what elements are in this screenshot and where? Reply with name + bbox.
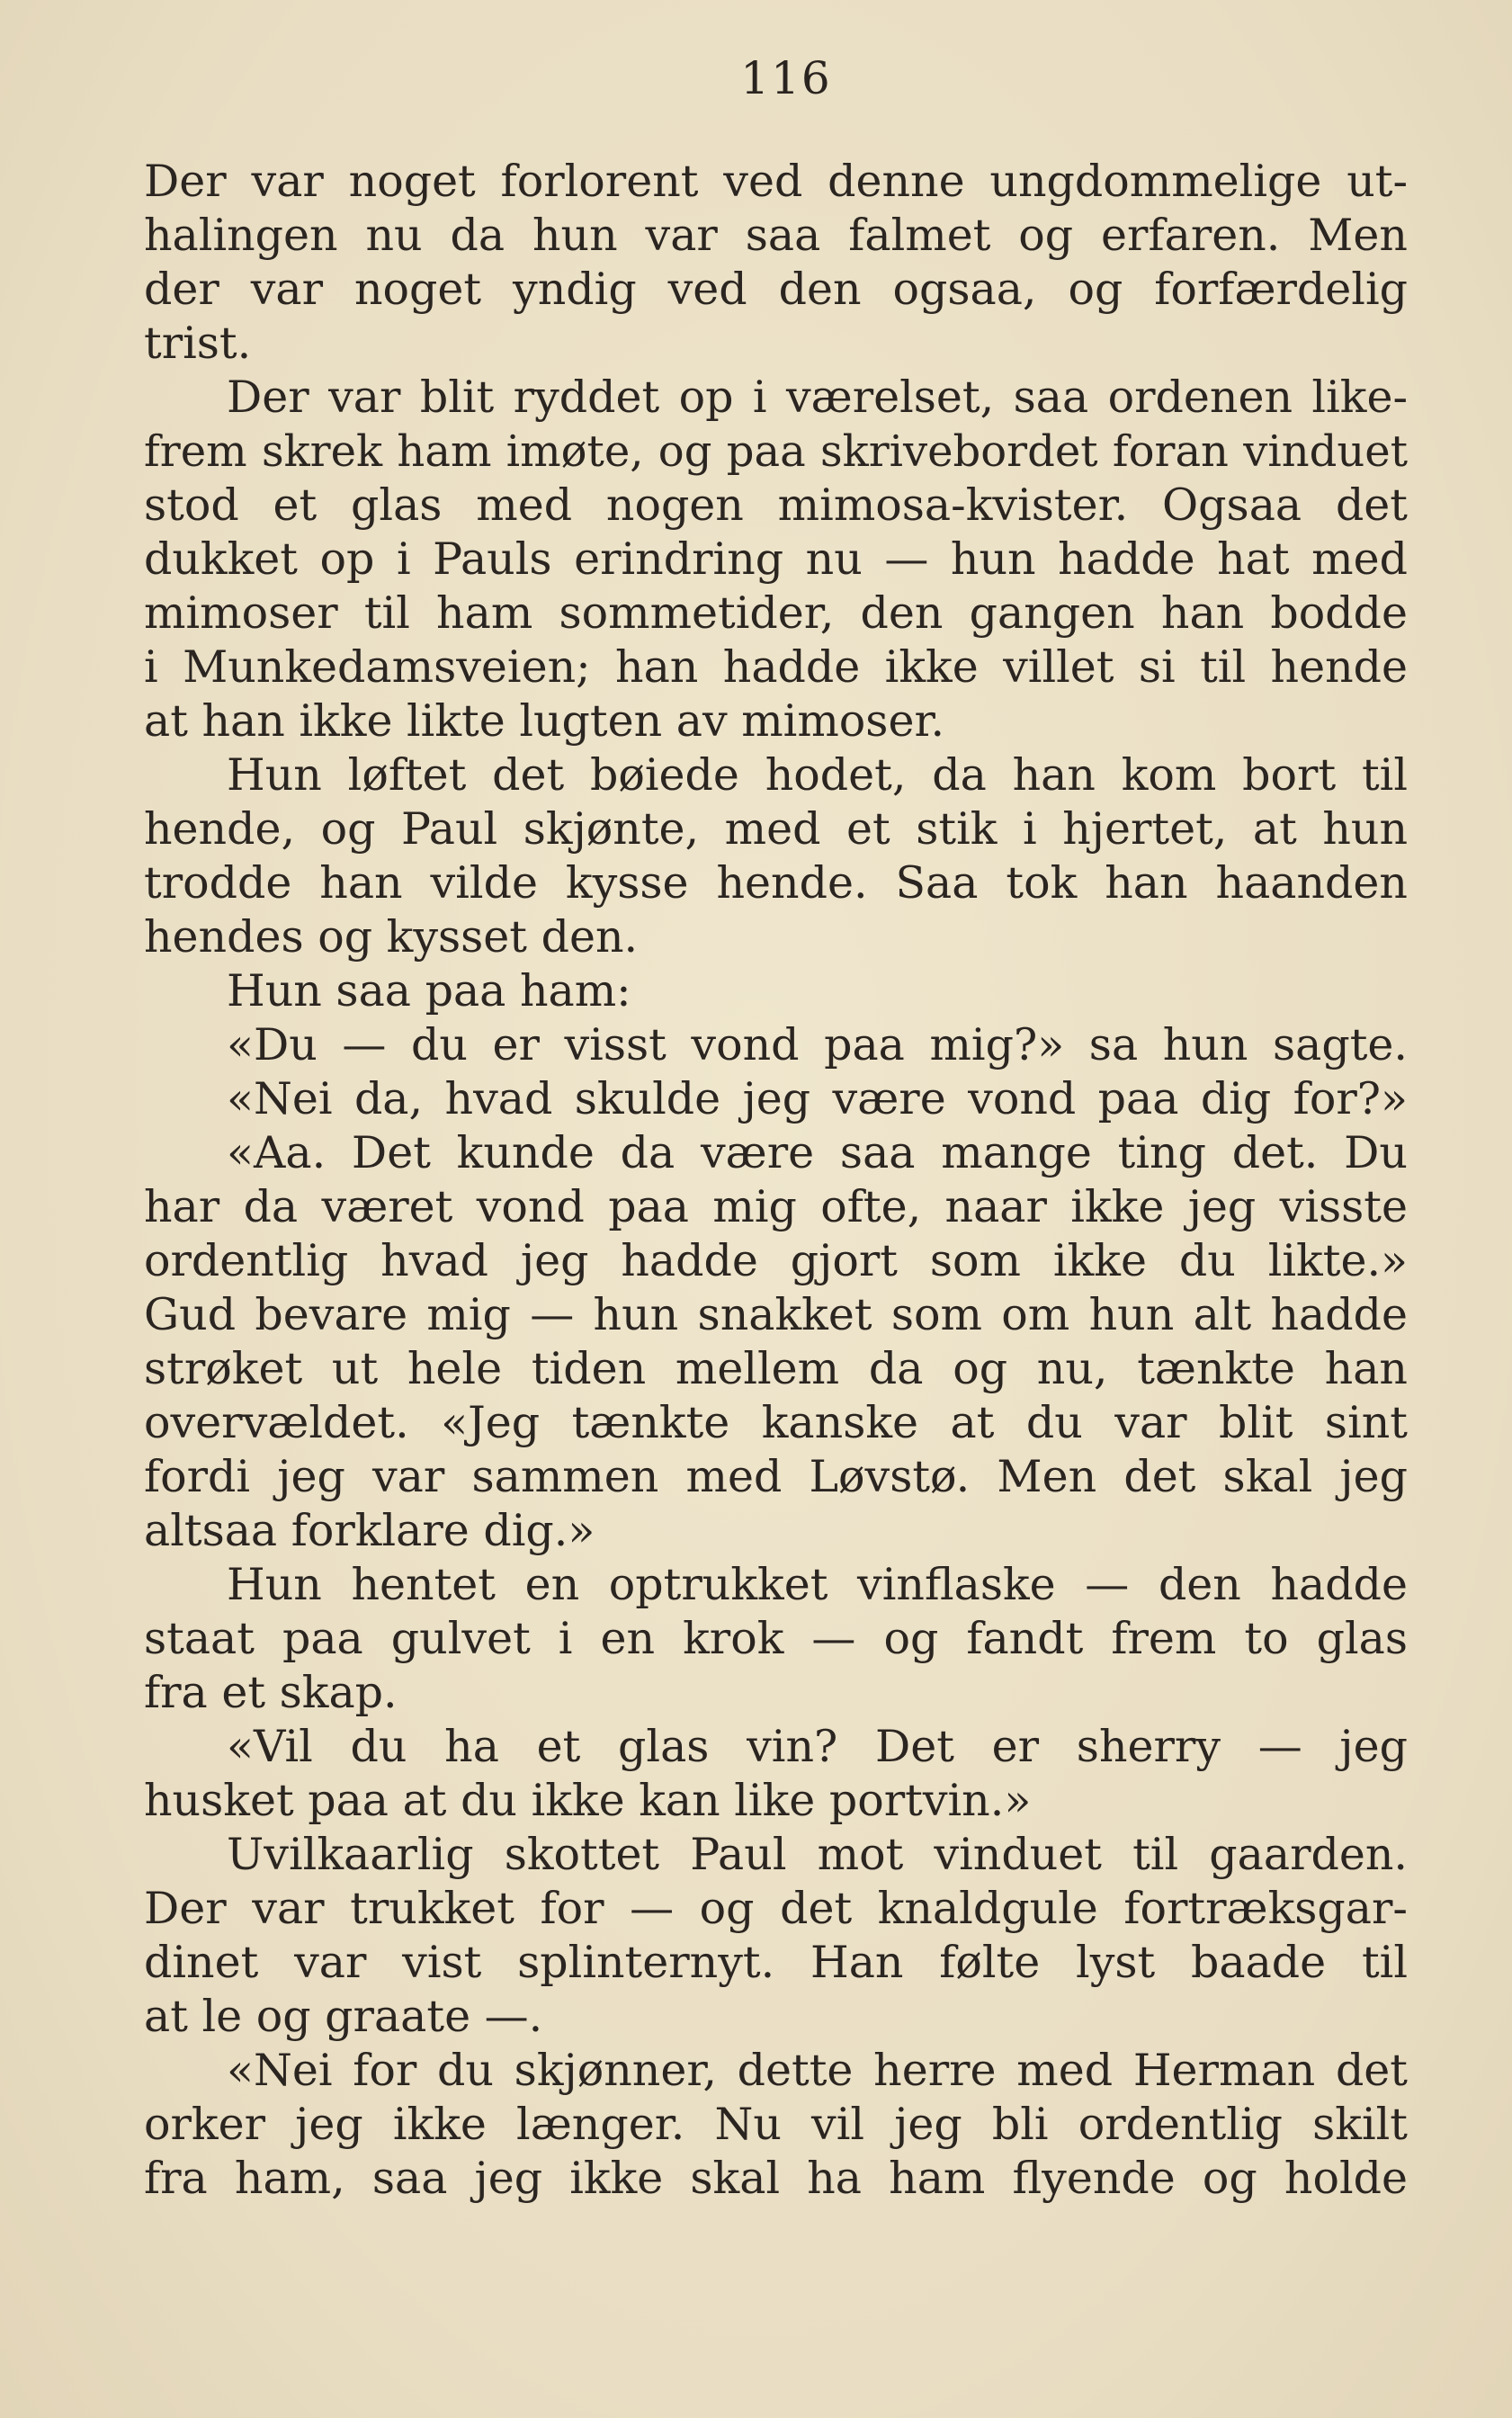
text-line: «Nei for du skjønner, dette herre med Herman det <box>227 2045 1408 2096</box>
body-text <box>144 155 1408 2206</box>
text-line: fordi jeg var sammen med Løvstø. Men det skal jeg <box>144 1451 1408 1502</box>
text-line: staat paa gulvet i en krok — og fandt frem to glas <box>144 1613 1408 1664</box>
text-line: «Vil du ha et glas vin? Det er sherry — jeg <box>227 1721 1408 1772</box>
text-line: strøket ut hele tiden mellem da og nu, tænkte han <box>144 1343 1408 1394</box>
text-line: i Munkedamsveien; han hadde ikke villet si til hende <box>144 641 1408 693</box>
text-line: Gud bevare mig — hun snakket som om hun alt hadde <box>144 1289 1408 1340</box>
text-line: at han ikke likte lugten av mimoser. <box>144 695 945 747</box>
text-line: dinet var vist splinternyt. Han følte lyst baade til <box>144 1937 1408 1988</box>
text-line: dukket op i Pauls erindring nu — hun hadde hat med <box>144 533 1408 585</box>
text-line: hendes og kysset den. <box>144 911 639 963</box>
text-line: orker jeg ikke længer. Nu vil jeg bli ordentlig skilt <box>144 2099 1408 2150</box>
text-line: Uvilkaarlig skottet Paul mot vinduet til gaarden. <box>227 1829 1408 1880</box>
text-line: «Aa. Det kunde da være saa mange ting det. Du <box>227 1127 1408 1178</box>
text-line: Hun løftet det bøiede hodet, da han kom bort til <box>227 749 1408 801</box>
text-line: at le og graate —. <box>144 1991 543 2042</box>
text-line: Hun hentet en optrukket vinflaske — den hadde <box>227 1559 1408 1610</box>
page-number: 116 <box>740 52 832 104</box>
text-line: stod et glas med nogen mimosa-kvister. Ogsaa det <box>144 479 1408 531</box>
text-line: husket paa at du ikke kan like portvin.» <box>144 1775 1032 1826</box>
text-line: altsaa forklare dig.» <box>144 1505 595 1556</box>
text-line: fra et skap. <box>144 1667 398 1718</box>
text-line: har da været vond paa mig ofte, naar ikke jeg visste <box>144 1181 1408 1232</box>
text-line: halingen nu da hun var saa falmet og erfaren. Men <box>144 210 1408 261</box>
text-line: Der var blit ryddet op i værelset, saa ordenen like- <box>227 372 1408 423</box>
text-line: Der var noget forlorent ved denne ungdommelige ut- <box>144 156 1408 207</box>
text-line: trodde han vilde kysse hende. Saa tok han haanden <box>144 857 1408 909</box>
text-line: «Du — du er visst vond paa mig?» sa hun sagte. <box>227 1019 1408 1070</box>
text-line: «Nei da, hvad skulde jeg være vond paa dig for?» <box>227 1073 1408 1124</box>
text-line: fra ham, saa jeg ikke skal ha ham flyende og holde <box>144 2153 1408 2204</box>
text-line: der var noget yndig ved den ogsaa, og forfærdelig <box>144 264 1408 315</box>
text-line: frem skrek ham imøte, og paa skrivebordet foran vinduet <box>144 426 1408 477</box>
text-line: overvældet. «Jeg tænkte kanske at du var blit sint <box>144 1397 1408 1448</box>
text-line: ordentlig hvad jeg hadde gjort som ikke du likte.» <box>144 1235 1408 1286</box>
text-line: Hun saa paa ham: <box>227 965 631 1016</box>
text-line: trist. <box>144 318 252 369</box>
text-line: Der var trukket for — og det knaldgule fortræksgar- <box>144 1883 1408 1934</box>
text-line: hende, og Paul skjønte, med et stik i hjertet, at hun <box>144 803 1408 855</box>
text-line: mimoser til ham sommetider, den gangen han bodde <box>144 587 1408 639</box>
